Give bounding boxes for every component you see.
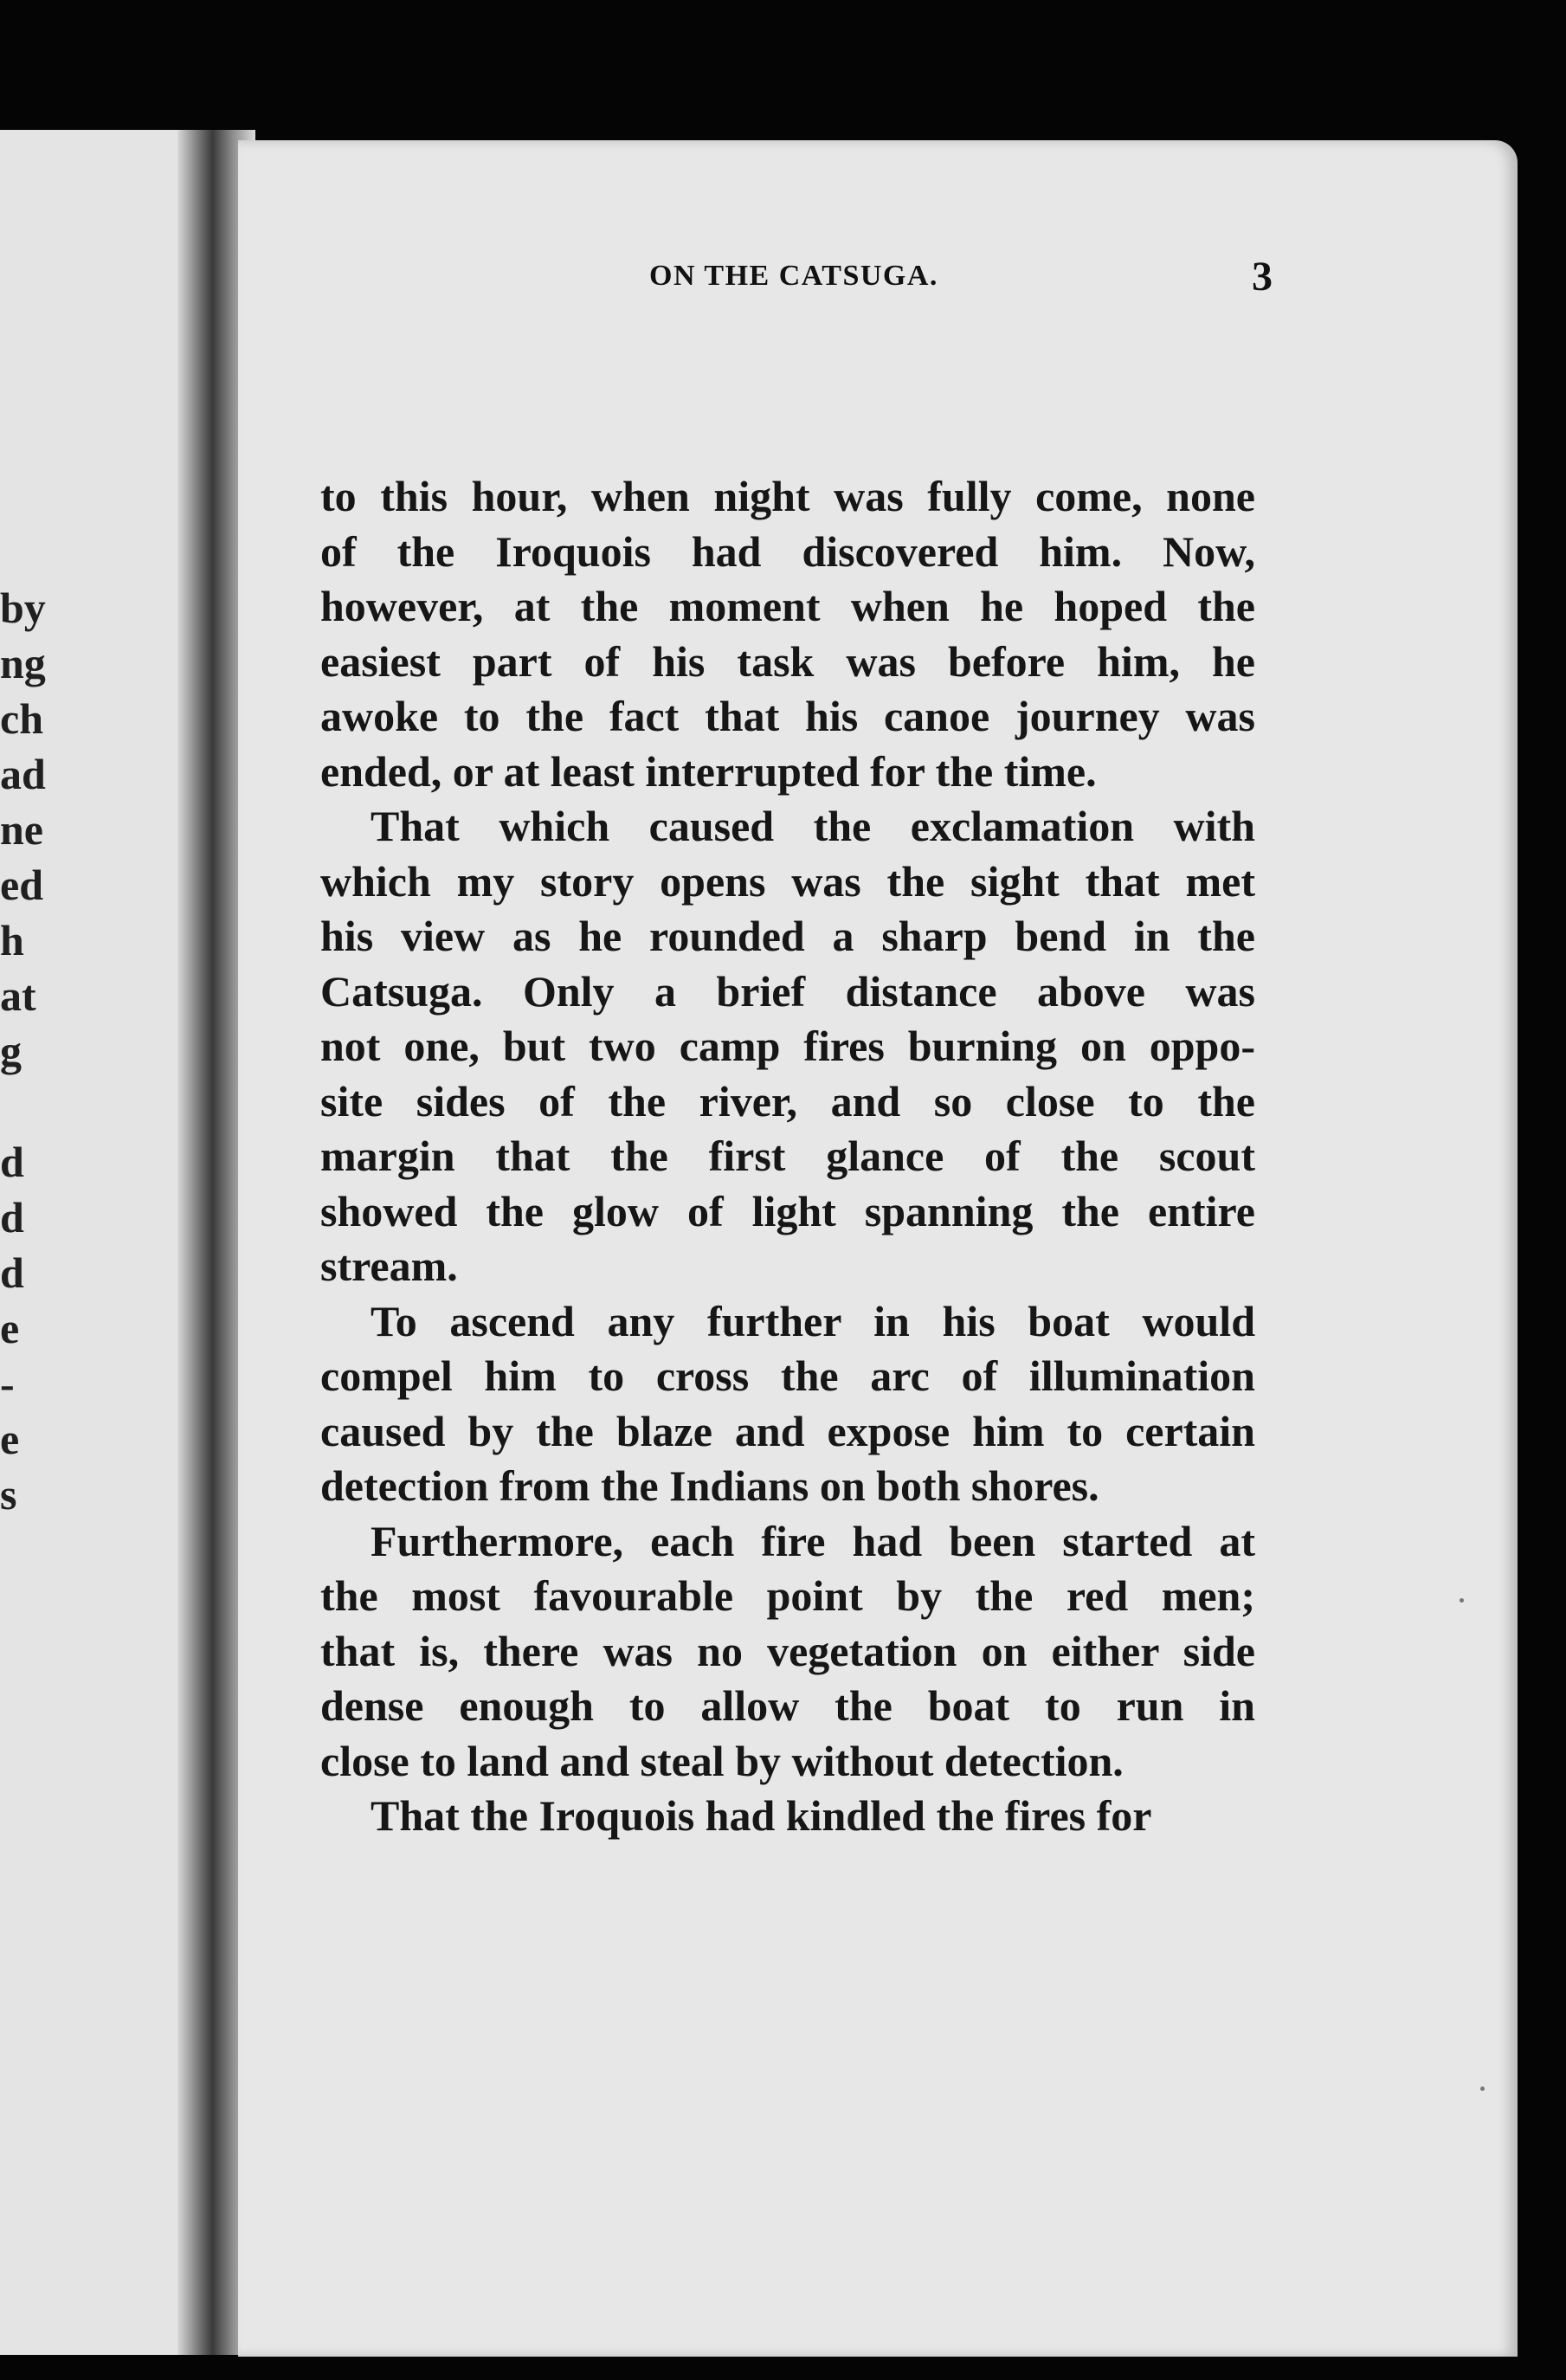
body-text	[320, 469, 1255, 1844]
paper-speck	[1460, 1598, 1464, 1603]
text-line: detection from the Indians on both shores.	[320, 1461, 1099, 1510]
left-fragment: d	[0, 1138, 24, 1186]
text-line: easiest part of his task was before him, he	[320, 636, 1255, 686]
text-line: Catsuga. Only a brief distance above was	[320, 966, 1255, 1016]
text-line: awoke to the fact that his canoe journey was	[320, 692, 1255, 740]
left-fragment: ng	[0, 639, 46, 687]
left-fragment: at	[0, 971, 36, 1020]
text-line: of the Iroquois had discovered him. Now,	[320, 526, 1255, 576]
text-line: compel him to cross the arc of illumination	[320, 1351, 1255, 1400]
left-fragment: ad	[0, 750, 46, 798]
text-line: which my story opens was the sight that met	[320, 856, 1255, 906]
paragraph	[320, 469, 1255, 799]
running-title: ON THE CATSUGA.	[649, 260, 938, 292]
left-facing-page	[0, 130, 203, 2355]
left-fragment: ne	[0, 805, 43, 854]
text-line: that is, there was no vegetation on either side	[320, 1626, 1255, 1675]
text-line: ended, or at least interrupted for the time.	[320, 746, 1097, 796]
text-line: That which caused the exclamation with	[371, 802, 1255, 850]
left-fragment: g	[0, 1027, 22, 1075]
text-line: Furthermore, each fire had been started at	[371, 1516, 1255, 1565]
left-fragment: d	[0, 1248, 24, 1297]
paragraph	[320, 1514, 1255, 1790]
left-fragment: -	[0, 1359, 15, 1408]
text-line: not one, but two camp fires burning on oppo-	[320, 1022, 1255, 1070]
left-fragment: ed	[0, 861, 43, 909]
text-line: caused by the blaze and expose him to certain	[320, 1406, 1255, 1455]
text-line: to this hour, when night was fully come, none	[320, 472, 1255, 520]
text-line: margin that the first glance of the scout	[320, 1132, 1255, 1180]
left-fragment: ch	[0, 694, 43, 743]
paragraph	[320, 1789, 1255, 1844]
left-fragment: e	[0, 1304, 20, 1352]
page-number: 3	[1252, 254, 1273, 300]
text-line: dense enough to allow the boat to run in	[320, 1681, 1255, 1730]
paragraph	[320, 799, 1255, 1294]
text-line: his view as he rounded a sharp bend in the	[320, 912, 1255, 960]
text-line: close to land and steal by without detection.	[320, 1736, 1124, 1785]
text-line: To ascend any further in his boat would	[371, 1296, 1255, 1345]
left-fragment: by	[0, 584, 46, 632]
text-line: stream.	[320, 1242, 458, 1290]
text-line: showed the glow of light spanning the entire	[320, 1186, 1255, 1235]
text-line: however, at the moment when he hoped the	[320, 582, 1255, 630]
left-fragment: s	[0, 1470, 17, 1519]
left-page-text-fragments	[0, 580, 69, 1522]
left-fragment: d	[0, 1193, 24, 1242]
left-fragment: h	[0, 916, 24, 964]
paragraph	[320, 1294, 1255, 1514]
paper-speck	[1480, 2087, 1485, 2091]
left-fragment	[0, 1079, 69, 1134]
running-header	[407, 254, 1273, 312]
text-line: the most favourable point by the red men;	[320, 1571, 1255, 1620]
text-line: site sides of the river, and so close to the	[320, 1076, 1255, 1126]
text-line: That the Iroquois had kindled the fires for	[371, 1791, 1152, 1840]
left-fragment: e	[0, 1415, 20, 1463]
